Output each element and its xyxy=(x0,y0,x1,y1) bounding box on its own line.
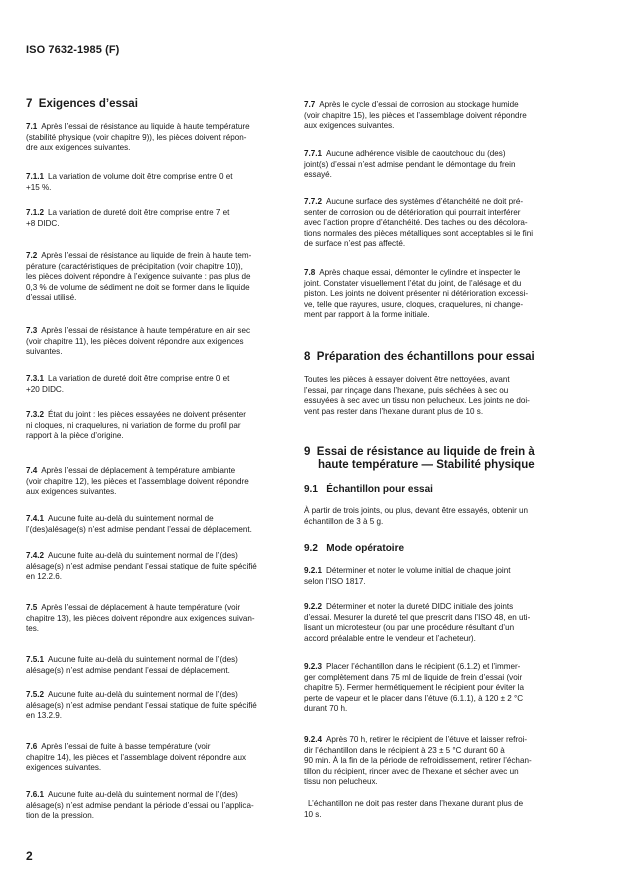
section-8-text: Toutes les pièces à essayer doivent être nettoyées, avant l’essai, par rinçage dans l’hexane, puis séchées à sec ou essuyées à sec avec un tissu non pelucheux. Les joints ne doi- vent pas rester dans l’hexane durant plus de 10 s. xyxy=(304,375,530,416)
para-7-4-1: 7.4.1 Aucune fuite au-delà du suintement normal de l’(des)alésage(s) n’est admise pendant l’essai de déplacement. xyxy=(26,514,252,534)
para-9-2-2: 9.2.2 Déterminer et noter la dureté DIDC initiale des joints d’essai. Mesurer la dureté tel que prescrit dans l’ISO 48, en uti- lisant un microtesteur (ou par une procédure résultant d’un accord préalable entre le vendeur et l’acheteur). xyxy=(304,602,531,643)
para-7-6: 7.6 Après l’essai de fuite à basse température (voir chapitre 14), les pièces et l’assemblage doivent répondre aux exigences suivantes. xyxy=(26,742,247,773)
para-9-2-3: 9.2.3 Placer l’échantillon dans le récipient (6.1.2) et l’immer- ger complètement dans 75 ml de liquide de frein d’essai (voir chapitre 5). Fermer hermétiquement le récipient pour éviter la perte de vapeur et le placer dans l’étuve (6.1.1), à 120 ± 2 °C durant 70 h. xyxy=(304,662,524,714)
para-7-2: 7.2 Après l’essai de résistance au liquide de frein à haute tem- pérature (caractéristiques de précipitation (voir chapitre 10)), les pièces doivent répondre à l’exigence suivante : pas plus de 0,3 % de volume de sédiment ne doit se former dans le liquide d’essai utilisé. xyxy=(26,251,252,303)
para-7-3-2: 7.3.2 État du joint : les pièces essayées ne doivent présenter ni cloques, ni craquelures, ni variation de forme du profil par rapport à la pièce d’origine. xyxy=(26,410,246,441)
para-7-5: 7.5 Après l’essai de déplacement à haute température (voir chapitre 13), les pièces doivent répondre aux exigences suivan- tes. xyxy=(26,603,255,634)
para-7-5-1: 7.5.1 Aucune fuite au-delà du suintement normal de l’(des) alésage(s) n’est admise pendant l’essai de déplacement. xyxy=(26,655,238,675)
subsection-9-1-heading: 9.1 Échantillon pour essai xyxy=(304,484,433,495)
para-7-4: 7.4 Après l’essai de déplacement à température ambiante (voir chapitre 12), les pièces et l’assemblage doivent répondre aux exigences suivantes. xyxy=(26,466,249,497)
section-9-heading-line2: haute température — Stabilité physique xyxy=(318,459,535,471)
para-7-1-2: 7.1.2 La variation de dureté doit être comprise entre 7 et +8 DIDC. xyxy=(26,208,230,228)
para-9-2-4: 9.2.4 Après 70 h, retirer le récipient de l’étuve et laisser refroi- dir l’échantillon dans le récipient à 23 ± 5 °C durant 60 à 90 min. À la fin de la période de refroidissement, retirer l’échan- tillon du récipient, rincer avec de l’hexane et sécher avec un tissu non pelucheux. xyxy=(304,735,532,787)
para-7-5-2: 7.5.2 Aucune fuite au-delà du suintement normal de l’(des) alésage(s) n’est admise pendant l’essai statique de fuite spécifié en 13.2.9. xyxy=(26,690,257,721)
document-reference: ISO 7632-1985 (F) xyxy=(26,44,120,56)
section-9-heading: 9 Essai de résistance au liquide de frein à xyxy=(304,446,535,458)
para-7-6-1: 7.6.1 Aucune fuite au-delà du suintement normal de l’(des) alésage(s) n’est admise pendant la période d’essai ou l’applica- tion de la pression. xyxy=(26,790,254,821)
para-7-7-1: 7.7.1 Aucune adhérence visible de caoutchouc du (des) joint(s) d’essai n’est admise pendant le démontage du frein essayé. xyxy=(304,149,516,180)
para-7-3-1: 7.3.1 La variation de dureté doit être comprise entre 0 et +20 DIDC. xyxy=(26,374,230,394)
para-7-1-1: 7.1.1 La variation de volume doit être comprise entre 0 et +15 %. xyxy=(26,172,233,192)
para-7-7-2: 7.7.2 Aucune surface des systèmes d’étanchéité ne doit pré- senter de corrosion ou de détérioration qui pourrait interférer avec l’action propre d’étanchéité. Des taches ou des décolora- tions normales des pièces métalliques sont acceptables si le fini de surface n’est pas affecté. xyxy=(304,197,533,249)
para-9-2-4-note: L’échantillon ne doit pas rester dans l’hexane durant plus de 10 s. xyxy=(304,799,524,819)
para-7-7: 7.7 Après le cycle d’essai de corrosion au stockage humide (voir chapitre 15), les pièces et l’assemblage doivent répondre aux exigences suivantes. xyxy=(304,100,527,131)
section-7-heading: 7 Exigences d’essai xyxy=(26,98,138,110)
subsection-9-2-heading: 9.2 Mode opératoire xyxy=(304,543,405,554)
para-9-2-1: 9.2.1 Déterminer et noter le volume initial de chaque joint selon l’ISO 1817. xyxy=(304,566,511,586)
para-7-4-2: 7.4.2 Aucune fuite au-delà du suintement normal de l’(des) alésage(s) n’est admise pendant l’essai statique de fuite spécifié en 12.2.6. xyxy=(26,551,257,582)
page-number: 2 xyxy=(26,849,33,863)
section-8-heading: 8 Préparation des échantillons pour essai xyxy=(304,351,535,363)
para-7-8: 7.8 Après chaque essai, démonter le cylindre et inspecter le joint. Constater visuellement l’état du joint, de l’alésage et du piston. Les joints ne doivent présenter ni détérioration excessi- ve, telle que rayures, usure, cloques, craquelures, ni change- ment par rapport à la forme initiale. xyxy=(304,268,529,320)
subsection-9-1-text: À partir de trois joints, ou plus, devant être essayés, obtenir un échantillon de 3 à 5 g. xyxy=(304,506,529,526)
para-7-3: 7.3 Après l’essai de résistance à haute température en air sec (voir chapitre 11), les pièces doivent répondre aux exigences suivantes. xyxy=(26,326,251,357)
para-7-1: 7.1 Après l’essai de résistance au liquide à haute température (stabilité physique (voir chapitre 9)), les pièces doivent répon- dre aux exigences suivantes. xyxy=(26,122,250,153)
